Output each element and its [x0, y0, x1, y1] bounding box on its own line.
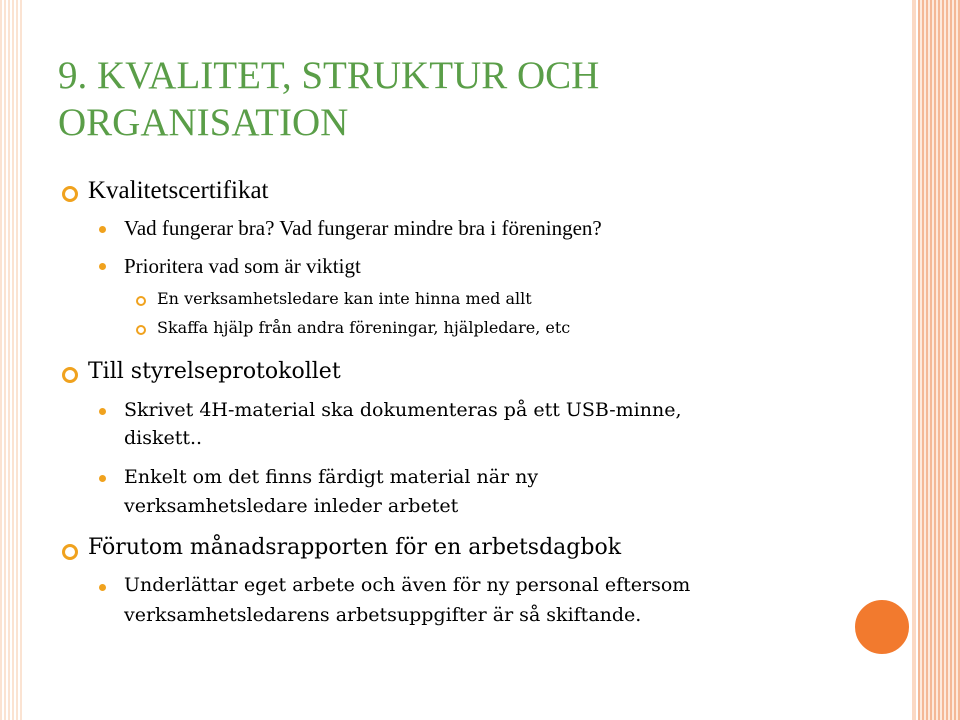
list-item: Prioritera vad som är viktigt — [124, 254, 361, 278]
list-item: Förutom månadsrapporten för en arbetsdagbok — [88, 535, 622, 560]
orange-circle-decoration — [852, 597, 912, 657]
dot-bullet-icon — [99, 226, 106, 233]
ring-bullet-icon — [136, 325, 146, 335]
slide-title — [58, 52, 878, 146]
ring-bullet-icon — [62, 186, 78, 202]
dot-bullet-icon — [99, 475, 106, 482]
list-item-continuation: verksamhetsledare inleder arbetet — [124, 495, 459, 517]
list-item: Skrivet 4H-material ska dokumenteras på ett USB-minne, — [124, 399, 682, 421]
ring-bullet-icon — [136, 296, 146, 306]
list-item: Enkelt om det finns färdigt material när ny — [124, 466, 539, 488]
list-item-continuation: diskett.. — [124, 427, 203, 449]
right-stripe-edge — [912, 0, 916, 720]
right-stripe-decoration — [918, 0, 960, 720]
ring-bullet-icon — [62, 544, 78, 560]
left-stripe-decoration — [0, 0, 22, 720]
ring-bullet-icon — [62, 367, 78, 383]
list-item-continuation: verksamhetsledarens arbetsuppgifter är så skiftande. — [124, 604, 642, 626]
list-item: Till styrelseprotokollet — [88, 359, 341, 384]
dot-bullet-icon — [99, 263, 106, 270]
list-item: En verksamhetsledare kan inte hinna med allt — [157, 289, 532, 308]
list-item: Underlättar eget arbete och även för ny personal eftersom — [124, 574, 691, 596]
list-item: Skaffa hjälp från andra föreningar, hjälpledare, etc — [157, 318, 571, 337]
list-item: Kvalitetscertifikat — [88, 177, 269, 204]
title-line-1: 9. KVALITET, STRUKTUR OCH — [58, 54, 600, 97]
dot-bullet-icon — [99, 408, 106, 415]
dot-bullet-icon — [99, 584, 106, 591]
title-line-2: ORGANISATION — [58, 101, 349, 144]
list-item: Vad fungerar bra? Vad fungerar mindre bra i föreningen? — [124, 216, 602, 240]
